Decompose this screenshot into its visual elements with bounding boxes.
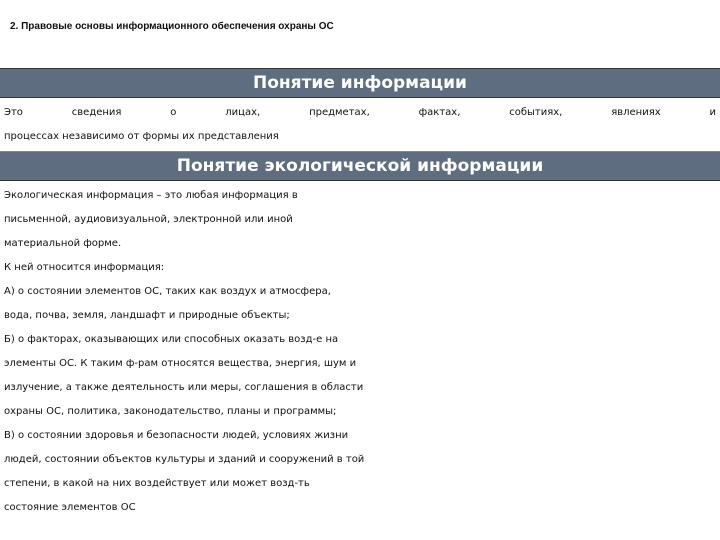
body-line: В) о состоянии здоровья и безопасности людей, условиях жизни (4, 430, 349, 441)
body-line: Б) о факторах, оказывающих или способных оказать возд-е на (4, 334, 339, 345)
body-line: охраны ОС, политика, законодательство, планы и программы; (4, 406, 337, 417)
section-body-information (0, 98, 720, 152)
body-line: Это сведения о лицах, предметах, фактах, событиях, явлениях и (4, 107, 716, 118)
body-line: излучение, а также деятельность или меры, соглашения в области (4, 382, 364, 393)
body-line: К ней относится информация: (4, 262, 165, 273)
body-line: состояние элементов ОС (4, 502, 136, 513)
body-line: процессах независимо от формы их представления (4, 131, 279, 142)
definitions-table (0, 68, 720, 520)
body-line: материальной форме. (4, 238, 122, 249)
section-body-ecological-information (0, 181, 720, 520)
body-line: степени, в какой на них воздействует или может возд-ть (4, 478, 310, 489)
body-line: вода, почва, земля, ландшафт и природные объекты; (4, 310, 290, 321)
body-line: А) о состоянии элементов ОС, таких как воздух и атмосфера, (4, 286, 331, 297)
section-header-ecological-information: Понятие экологической информации (0, 152, 720, 181)
body-line: Экологическая информация – это любая информация в (4, 190, 298, 201)
slide-title: 2. Правовые основы информационного обеспечения охраны ОС (10, 21, 334, 32)
body-line: элементы ОС. К таким ф-рам относятся вещества, энергия, шум и (4, 358, 357, 369)
section-header-information: Понятие информации (0, 69, 720, 98)
body-line: письменной, аудиовизуальной, электронной или иной (4, 214, 293, 225)
body-line: людей, состоянии объектов культуры и зданий и сооружений в той (4, 454, 365, 465)
